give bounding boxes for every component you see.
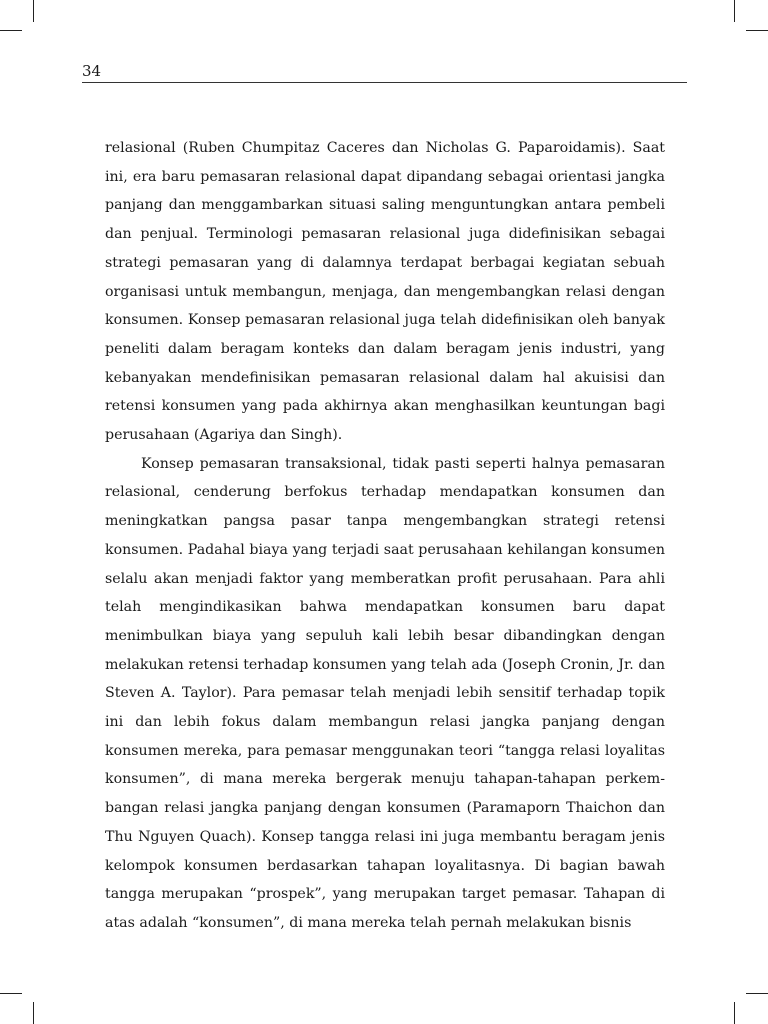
crop-mark-bottom-left-vertical: [33, 1002, 34, 1024]
page-number: 34: [82, 62, 102, 80]
crop-mark-bottom-right-horizontal: [746, 993, 768, 994]
crop-mark-top-left-horizontal: [0, 30, 22, 31]
crop-mark-top-left-vertical: [33, 0, 34, 22]
paragraph-2: Konsep pemasaran transaksional, tidak pasti seperti halnya pemasaran relasional, cenderung berfokus terhadap mendapatkan konsumen dan meningkatkan pangsa pasar tanpa mengembangkan strategi retensi konsumen. Padahal biaya yang terjadi saat perusahaan kehilangan konsumen selalu akan menjadi faktor yang memberatkan profit perusahaan. Para ahli telah mengindikasikan bahwa mendapatkan konsumen baru dapat menimbulkan biaya yang sepuluh kali lebih besar dibandingkan dengan melakukan retensi terhadap konsumen yang telah ada (Joseph Cronin, Jr. dan Steven A. Taylor). Para pemasar telah menjadi lebih sensitif terhadap topik ini dan lebih fokus dalam membangun relasi jangka panjang dengan konsumen mereka, para pemasar menggunakan teori “tangga relasi loyalitas konsumen”, di mana mereka bergerak menuju tahapan-tahapan perkem-bangan relasi jangka panjang dengan konsumen (Paramaporn Thaichon dan Thu Nguyen Quach). Konsep tangga relasi ini juga membantu beragam jenis kelompok konsumen berdasarkan tahapan loyalitasnya. Di bagian bawah tangga merupakan “prospek”, yang merupakan target pemasar. Tahapan di atas adalah “konsumen”, di mana mereka telah pernah melakukan bisnis: [105, 455, 665, 931]
crop-mark-top-right-vertical: [734, 0, 735, 22]
page-header: [82, 60, 687, 83]
crop-mark-top-right-horizontal: [746, 30, 768, 31]
crop-mark-bottom-left-horizontal: [0, 993, 22, 994]
paragraph-1: relasional (Ruben Chumpitaz Caceres dan Nicholas G. Paparoidamis). Saat ini, era baru pemasaran relasional dapat dipandang sebagai orientasi jangka panjang dan menggambarkan situasi saling menguntungkan antara pembeli dan penjual. Terminologi pemasaran relasional juga didefinisikan sebagai strategi pemasaran yang di dalamnya terdapat berbagai kegiatan sebuah organisasi untuk membangun, menjaga, dan mengembangkan relasi dengan konsumen. Konsep pemasaran relasional juga telah didefinisikan oleh banyak peneliti dalam beragam konteks dan dalam beragam jenis industri, yang kebanyakan mendefinisikan pemasaran relasional dalam hal akuisisi dan retensi konsumen yang pada akhirnya akan menghasilkan keuntungan bagi perusahaan (Agariya dan Singh).: [105, 140, 665, 444]
crop-mark-bottom-right-vertical: [734, 1002, 735, 1024]
body-text: [105, 134, 665, 938]
